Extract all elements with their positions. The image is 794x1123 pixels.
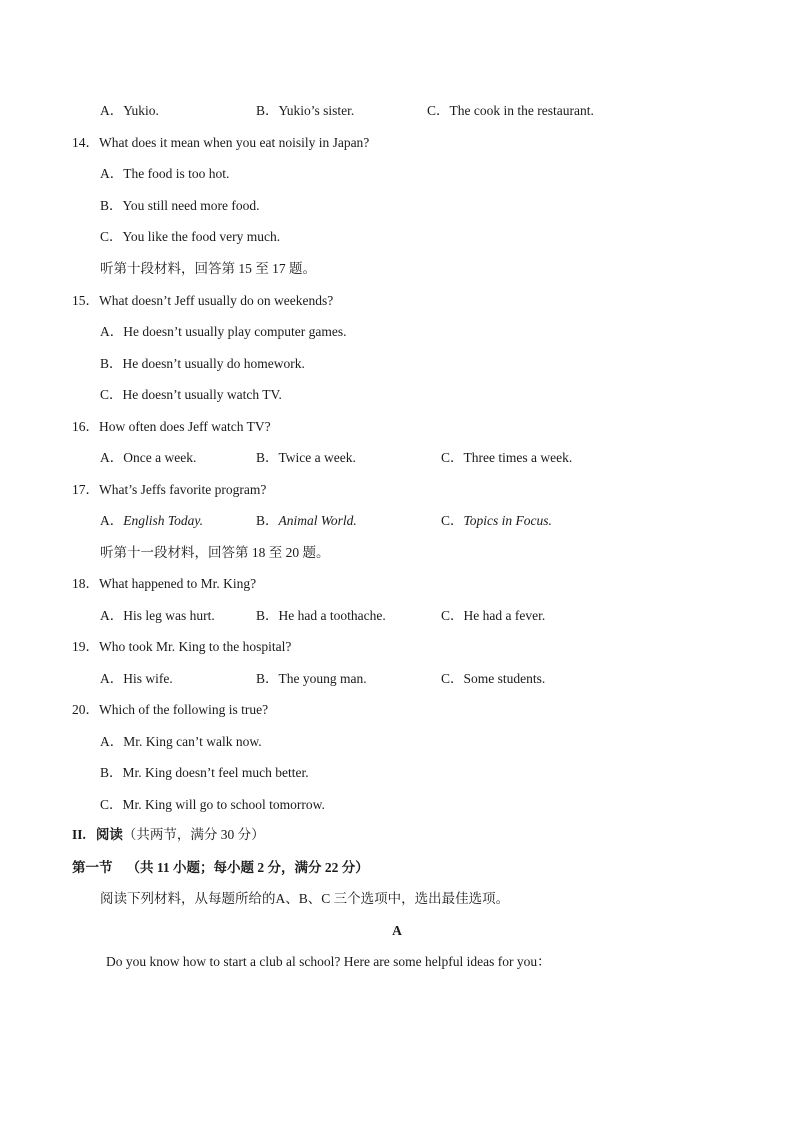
q17-option-b-letter: B． <box>256 513 279 528</box>
q20-stem: 20．Which of the following is true? <box>72 702 269 717</box>
q17-option-a <box>100 512 203 530</box>
q14-option-a: A．The food is too hot. <box>100 166 230 181</box>
section-11-instruction: 听第十一段材料，回答第 18 至 20 题。 <box>100 545 330 560</box>
q17-stem: 17．What’s Jeffs favorite program? <box>72 482 267 497</box>
section-1-heading <box>72 859 369 877</box>
passage-intro: Do you know how to start a club al school? Here are some helpful ideas for you： <box>106 954 551 969</box>
q14-option-b: B．You still need more food. <box>100 198 260 213</box>
q15-option-a: A．He doesn’t usually play computer games. <box>100 324 347 339</box>
q18-stem: 18．What happened to Mr. King? <box>72 576 257 591</box>
q17-option-c <box>441 512 552 530</box>
reading-instruction: 阅读下列材料，从每题所给的A、B、C 三个选项中，选出最佳选项。 <box>100 891 510 906</box>
q13-option-c: C．The cook in the restaurant. <box>427 103 594 118</box>
q17-option-a-letter: A． <box>100 513 124 528</box>
q19-option-b: B．The young man. <box>256 671 367 686</box>
part-2-heading <box>72 826 265 844</box>
part-2-scoring: （共两节，满分 30 分） <box>122 827 265 842</box>
q15-stem: 15．What doesn’t Jeff usually do on weekends? <box>72 293 334 308</box>
section-1-description: （共 11 小题；每小题 2 分，满分 22 分） <box>126 860 369 875</box>
q15-option-b: B．He doesn’t usually do homework. <box>100 356 305 371</box>
q16-option-b: B．Twice a week. <box>256 450 356 465</box>
q19-option-a: A．His wife. <box>100 671 173 686</box>
part-2-number: II. <box>72 827 86 842</box>
part-2-title: 阅读 <box>95 827 123 842</box>
q19-option-c: C．Some students. <box>441 671 546 686</box>
q17-option-c-title: Topics in Focus. <box>463 513 552 528</box>
q19-stem: 19．Who took Mr. King to the hospital? <box>72 639 292 654</box>
q16-stem: 16．How often does Jeff watch TV? <box>72 419 271 434</box>
q18-option-a: A．His leg was hurt. <box>100 608 215 623</box>
q20-option-b: B．Mr. King doesn’t feel much better. <box>100 765 309 780</box>
q18-option-c: C．He had a fever. <box>441 608 546 623</box>
q17-option-c-letter: C． <box>441 513 464 528</box>
section-1-label: 第一节 <box>72 860 113 875</box>
q15-option-c: C．He doesn’t usually watch TV. <box>100 387 282 402</box>
q16-option-a: A．Once a week. <box>100 450 197 465</box>
q13-option-a: A．Yukio. <box>100 103 159 118</box>
q20-option-c: C．Mr. King will go to school tomorrow. <box>100 797 325 812</box>
q13-option-b: B．Yukio’s sister. <box>256 103 355 118</box>
q14-stem: 14．What does it mean when you eat noisily in Japan? <box>72 135 370 150</box>
q14-option-c: C．You like the food very much. <box>100 229 281 244</box>
section-10-instruction: 听第十段材料，回答第 15 至 17 题。 <box>100 261 316 276</box>
q17-option-a-title: English Today. <box>123 513 204 528</box>
q18-option-b: B．He had a toothache. <box>256 608 386 623</box>
q20-option-a: A．Mr. King can’t walk now. <box>100 734 262 749</box>
q17-option-b-title: Animal World. <box>278 513 357 528</box>
q16-option-c: C．Three times a week. <box>441 450 573 465</box>
q17-option-b <box>256 512 357 530</box>
passage-label: A <box>392 923 402 938</box>
